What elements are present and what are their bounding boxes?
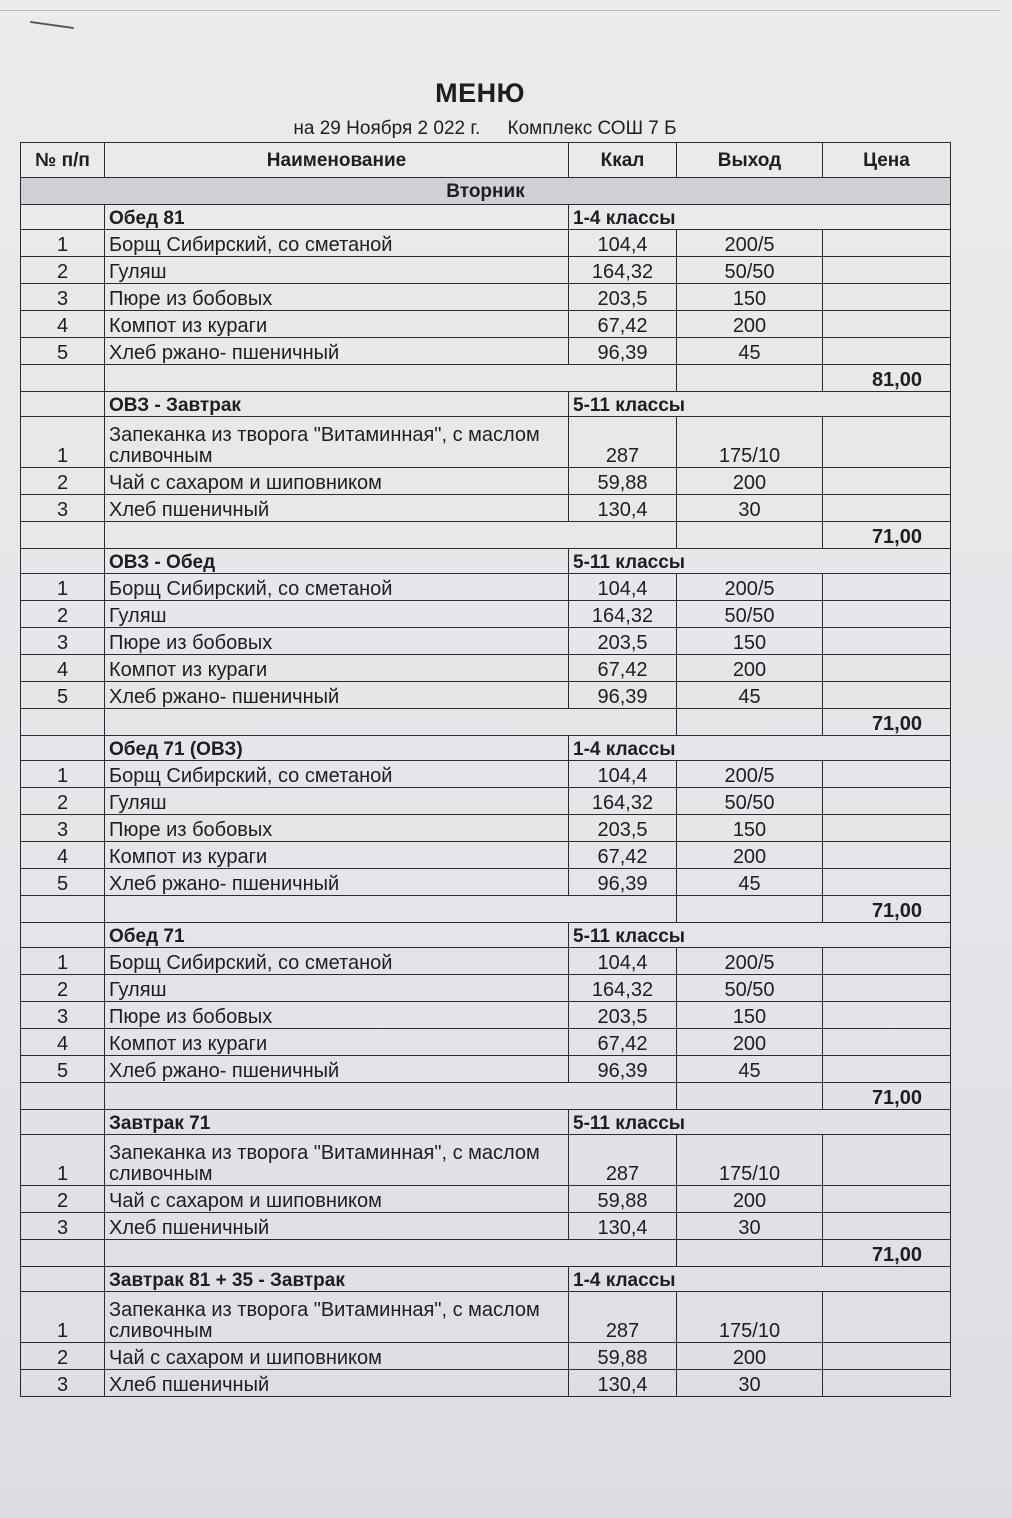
item-name: Запеканка из творога "Витаминная", с маслом сливочным <box>105 1292 569 1343</box>
item-name: Хлеб ржано- пшеничный <box>105 338 569 365</box>
item-output: 200 <box>677 468 823 495</box>
menu-item-row <box>21 574 951 601</box>
item-output: 200 <box>677 311 823 338</box>
item-num: 5 <box>21 869 105 896</box>
section-num-cell <box>21 1110 105 1135</box>
item-num: 2 <box>21 468 105 495</box>
menu-item-row <box>21 948 951 975</box>
item-name: Борщ Сибирский, со сметаной <box>105 948 569 975</box>
section-title: Обед 81 <box>105 205 569 230</box>
item-kcal: 104,4 <box>569 574 677 601</box>
item-output: 30 <box>677 1213 823 1240</box>
item-num: 3 <box>21 495 105 522</box>
item-kcal: 96,39 <box>569 682 677 709</box>
item-num: 3 <box>21 628 105 655</box>
total-blank-cell <box>105 1240 677 1267</box>
menu-item-row <box>21 1056 951 1083</box>
item-num: 1 <box>21 417 105 468</box>
item-price <box>823 869 951 896</box>
item-price <box>823 628 951 655</box>
item-name: Гуляш <box>105 257 569 284</box>
item-kcal: 287 <box>569 417 677 468</box>
header-price: Цена <box>823 143 951 178</box>
section-row <box>21 923 951 948</box>
item-num: 5 <box>21 1056 105 1083</box>
page-title: МЕНЮ <box>435 78 525 108</box>
item-output: 200 <box>677 1186 823 1213</box>
item-name: Гуляш <box>105 788 569 815</box>
section-title: Завтрак 71 <box>105 1110 569 1135</box>
menu-item-row <box>21 338 951 365</box>
item-output: 45 <box>677 682 823 709</box>
total-blank-cell <box>105 1083 677 1110</box>
item-price <box>823 815 951 842</box>
menu-item-row <box>21 788 951 815</box>
item-output: 45 <box>677 338 823 365</box>
total-blank-cell <box>677 709 823 736</box>
item-num: 3 <box>21 1370 105 1397</box>
menu-item-row <box>21 628 951 655</box>
item-name: Пюре из бобовых <box>105 284 569 311</box>
item-name: Гуляш <box>105 975 569 1002</box>
item-price <box>823 230 951 257</box>
header-num: № п/п <box>21 143 105 178</box>
item-kcal: 96,39 <box>569 869 677 896</box>
item-kcal: 67,42 <box>569 311 677 338</box>
item-num: 1 <box>21 761 105 788</box>
item-output: 200/5 <box>677 574 823 601</box>
menu-item-row <box>21 417 951 468</box>
item-name: Пюре из бобовых <box>105 815 569 842</box>
menu-item-row <box>21 311 951 338</box>
section-row <box>21 1267 951 1292</box>
menu-item-row <box>21 761 951 788</box>
section-title: Обед 71 <box>105 923 569 948</box>
day-label: Вторник <box>21 178 951 205</box>
total-blank-cell <box>105 896 677 923</box>
item-output: 200 <box>677 655 823 682</box>
menu-item-row <box>21 1370 951 1397</box>
section-group: 5-11 классы <box>569 1110 951 1135</box>
item-name: Борщ Сибирский, со сметаной <box>105 761 569 788</box>
item-output: 45 <box>677 1056 823 1083</box>
item-name: Хлеб пшеничный <box>105 1213 569 1240</box>
item-output: 50/50 <box>677 788 823 815</box>
item-kcal: 287 <box>569 1292 677 1343</box>
item-num: 4 <box>21 311 105 338</box>
menu-item-row <box>21 1213 951 1240</box>
item-output: 200 <box>677 1343 823 1370</box>
item-kcal: 67,42 <box>569 842 677 869</box>
paper-edge-line <box>0 10 1000 11</box>
menu-table <box>20 142 951 1397</box>
section-row <box>21 549 951 574</box>
menu-item-row <box>21 815 951 842</box>
item-output: 200/5 <box>677 230 823 257</box>
item-output: 150 <box>677 628 823 655</box>
item-price <box>823 682 951 709</box>
section-group: 5-11 классы <box>569 549 951 574</box>
item-num: 1 <box>21 1135 105 1186</box>
total-blank-cell <box>677 1083 823 1110</box>
item-num: 4 <box>21 1029 105 1056</box>
menu-item-row <box>21 1292 951 1343</box>
item-name: Запеканка из творога "Витаминная", с маслом сливочным <box>105 417 569 468</box>
item-output: 50/50 <box>677 257 823 284</box>
item-price <box>823 842 951 869</box>
item-price <box>823 1002 951 1029</box>
section-total-row <box>21 365 951 392</box>
menu-item-row <box>21 682 951 709</box>
menu-item-row <box>21 869 951 896</box>
item-name: Компот из кураги <box>105 1029 569 1056</box>
item-num: 2 <box>21 1186 105 1213</box>
item-kcal: 104,4 <box>569 948 677 975</box>
item-kcal: 59,88 <box>569 1343 677 1370</box>
item-kcal: 164,32 <box>569 257 677 284</box>
header-row <box>21 143 951 178</box>
item-output: 200 <box>677 842 823 869</box>
section-num-cell <box>21 205 105 230</box>
item-kcal: 130,4 <box>569 1370 677 1397</box>
item-num: 2 <box>21 257 105 284</box>
item-output: 150 <box>677 284 823 311</box>
item-price <box>823 948 951 975</box>
item-name: Хлеб пшеничный <box>105 1370 569 1397</box>
item-kcal: 130,4 <box>569 495 677 522</box>
item-price <box>823 1186 951 1213</box>
menu-item-row <box>21 975 951 1002</box>
item-kcal: 203,5 <box>569 284 677 311</box>
item-num: 3 <box>21 1002 105 1029</box>
section-total-price: 71,00 <box>823 1240 951 1267</box>
item-kcal: 203,5 <box>569 628 677 655</box>
item-price <box>823 311 951 338</box>
section-title: ОВЗ - Завтрак <box>105 392 569 417</box>
section-num-cell <box>21 1267 105 1292</box>
item-name: Пюре из бобовых <box>105 628 569 655</box>
header-output: Выход <box>677 143 823 178</box>
total-blank-cell <box>677 522 823 549</box>
item-price <box>823 655 951 682</box>
item-price <box>823 1343 951 1370</box>
item-kcal: 164,32 <box>569 975 677 1002</box>
item-output: 200 <box>677 1029 823 1056</box>
menu-item-row <box>21 284 951 311</box>
item-name: Гуляш <box>105 601 569 628</box>
menu-item-row <box>21 1135 951 1186</box>
pen-mark <box>30 21 74 29</box>
section-num-cell <box>21 923 105 948</box>
section-row <box>21 736 951 761</box>
item-output: 175/10 <box>677 417 823 468</box>
item-output: 200/5 <box>677 948 823 975</box>
item-price <box>823 1370 951 1397</box>
item-name: Хлеб ржано- пшеничный <box>105 869 569 896</box>
item-price <box>823 1056 951 1083</box>
item-output: 175/10 <box>677 1292 823 1343</box>
item-num: 1 <box>21 574 105 601</box>
menu-complex: Комплекс СОШ 7 Б <box>507 118 677 139</box>
item-name: Борщ Сибирский, со сметаной <box>105 574 569 601</box>
menu-item-row <box>21 601 951 628</box>
item-price <box>823 338 951 365</box>
menu-item-row <box>21 655 951 682</box>
total-blank-cell <box>677 365 823 392</box>
item-name: Чай с сахаром и шиповником <box>105 1186 569 1213</box>
section-total-price: 71,00 <box>823 896 951 923</box>
item-name: Пюре из бобовых <box>105 1002 569 1029</box>
total-blank-cell <box>21 1083 105 1110</box>
menu-item-row <box>21 1029 951 1056</box>
section-num-cell <box>21 392 105 417</box>
item-kcal: 59,88 <box>569 1186 677 1213</box>
day-row <box>21 178 951 205</box>
menu-item-row <box>21 468 951 495</box>
item-name: Хлеб ржано- пшеничный <box>105 1056 569 1083</box>
item-price <box>823 1213 951 1240</box>
item-price <box>823 1292 951 1343</box>
item-kcal: 164,32 <box>569 788 677 815</box>
section-total-row <box>21 1240 951 1267</box>
total-blank-cell <box>105 365 677 392</box>
item-num: 4 <box>21 655 105 682</box>
item-output: 50/50 <box>677 975 823 1002</box>
item-num: 2 <box>21 788 105 815</box>
item-name: Компот из кураги <box>105 311 569 338</box>
item-name: Борщ Сибирский, со сметаной <box>105 230 569 257</box>
section-group: 1-4 классы <box>569 736 951 761</box>
item-price <box>823 468 951 495</box>
item-price <box>823 1029 951 1056</box>
page-subtitle <box>0 118 970 140</box>
item-num: 3 <box>21 1213 105 1240</box>
item-num: 2 <box>21 1343 105 1370</box>
item-output: 30 <box>677 1370 823 1397</box>
item-num: 1 <box>21 948 105 975</box>
section-row <box>21 1110 951 1135</box>
item-name: Чай с сахаром и шиповником <box>105 1343 569 1370</box>
item-num: 3 <box>21 284 105 311</box>
section-group: 1-4 классы <box>569 205 951 230</box>
item-output: 150 <box>677 815 823 842</box>
section-group: 1-4 классы <box>569 1267 951 1292</box>
item-price <box>823 761 951 788</box>
section-total-price: 71,00 <box>823 1083 951 1110</box>
item-price <box>823 788 951 815</box>
item-output: 150 <box>677 1002 823 1029</box>
item-kcal: 287 <box>569 1135 677 1186</box>
item-num: 5 <box>21 682 105 709</box>
item-price <box>823 495 951 522</box>
item-num: 3 <box>21 815 105 842</box>
section-row <box>21 205 951 230</box>
section-total-price: 71,00 <box>823 709 951 736</box>
menu-item-row <box>21 1186 951 1213</box>
section-title: ОВЗ - Обед <box>105 549 569 574</box>
item-price <box>823 417 951 468</box>
section-num-cell <box>21 549 105 574</box>
menu-date: на 29 Ноября 2 022 г. <box>293 118 481 139</box>
section-group: 5-11 классы <box>569 923 951 948</box>
section-num-cell <box>21 736 105 761</box>
section-total-price: 71,00 <box>823 522 951 549</box>
item-name: Компот из кураги <box>105 842 569 869</box>
section-total-price: 81,00 <box>823 365 951 392</box>
section-group: 5-11 классы <box>569 392 951 417</box>
item-price <box>823 975 951 1002</box>
item-kcal: 164,32 <box>569 601 677 628</box>
item-kcal: 67,42 <box>569 655 677 682</box>
menu-item-row <box>21 1343 951 1370</box>
section-title: Обед 71 (ОВЗ) <box>105 736 569 761</box>
item-name: Компот из кураги <box>105 655 569 682</box>
item-price <box>823 1135 951 1186</box>
item-name: Хлеб ржано- пшеничный <box>105 682 569 709</box>
item-output: 200/5 <box>677 761 823 788</box>
item-output: 45 <box>677 869 823 896</box>
item-price <box>823 257 951 284</box>
item-kcal: 104,4 <box>569 230 677 257</box>
total-blank-cell <box>21 365 105 392</box>
menu-body <box>21 178 951 1397</box>
header-name: Наименование <box>105 143 569 178</box>
item-name: Запеканка из творога "Витаминная", с маслом сливочным <box>105 1135 569 1186</box>
item-output: 50/50 <box>677 601 823 628</box>
section-title: Завтрак 81 + 35 - Завтрак <box>105 1267 569 1292</box>
item-kcal: 104,4 <box>569 761 677 788</box>
item-kcal: 67,42 <box>569 1029 677 1056</box>
item-output: 30 <box>677 495 823 522</box>
total-blank-cell <box>105 522 677 549</box>
total-blank-cell <box>21 522 105 549</box>
item-price <box>823 601 951 628</box>
section-total-row <box>21 522 951 549</box>
total-blank-cell <box>21 1240 105 1267</box>
item-name: Хлеб пшеничный <box>105 495 569 522</box>
section-total-row <box>21 709 951 736</box>
header-kcal: Ккал <box>569 143 677 178</box>
item-kcal: 203,5 <box>569 1002 677 1029</box>
section-total-row <box>21 1083 951 1110</box>
item-num: 1 <box>21 230 105 257</box>
section-total-row <box>21 896 951 923</box>
item-kcal: 130,4 <box>569 1213 677 1240</box>
section-row <box>21 392 951 417</box>
item-price <box>823 574 951 601</box>
item-kcal: 203,5 <box>569 815 677 842</box>
item-num: 1 <box>21 1292 105 1343</box>
menu-item-row <box>21 257 951 284</box>
menu-item-row <box>21 1002 951 1029</box>
menu-item-row <box>21 230 951 257</box>
total-blank-cell <box>105 709 677 736</box>
item-num: 4 <box>21 842 105 869</box>
item-num: 2 <box>21 601 105 628</box>
menu-item-row <box>21 842 951 869</box>
item-num: 5 <box>21 338 105 365</box>
item-kcal: 59,88 <box>569 468 677 495</box>
total-blank-cell <box>21 709 105 736</box>
item-name: Чай с сахаром и шиповником <box>105 468 569 495</box>
item-output: 175/10 <box>677 1135 823 1186</box>
item-kcal: 96,39 <box>569 1056 677 1083</box>
menu-item-row <box>21 495 951 522</box>
total-blank-cell <box>21 896 105 923</box>
total-blank-cell <box>677 1240 823 1267</box>
item-num: 2 <box>21 975 105 1002</box>
item-price <box>823 284 951 311</box>
total-blank-cell <box>677 896 823 923</box>
item-kcal: 96,39 <box>569 338 677 365</box>
